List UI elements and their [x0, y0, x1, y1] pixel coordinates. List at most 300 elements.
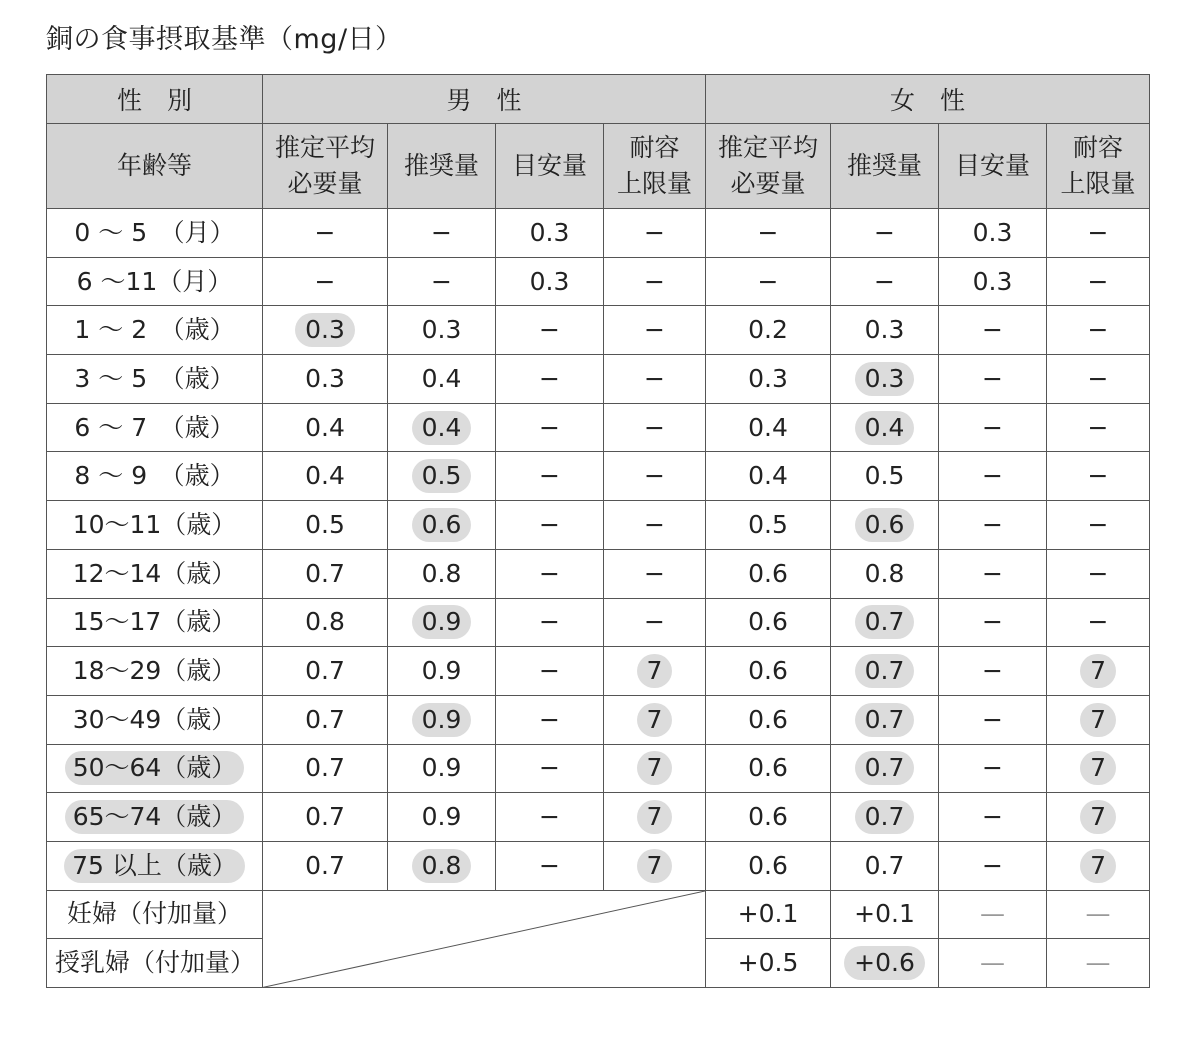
age-label: 授乳婦（付加量） [55, 948, 256, 978]
cell-value: 0.7 [864, 850, 905, 880]
female-ear-cell [706, 890, 831, 939]
table-row [47, 306, 1150, 355]
cell-value: − [644, 217, 665, 247]
sex-header: 性 別 [47, 75, 263, 124]
female-ul-header: 耐容 上限量 [1047, 124, 1150, 209]
male-ul-header: 耐容 上限量 [604, 124, 706, 209]
female-ear-cell [706, 452, 831, 501]
male-ear-cell [263, 744, 388, 793]
cell-value: 7 [637, 703, 673, 737]
male-ai-cell [496, 695, 604, 744]
table-row [47, 598, 1150, 647]
female-ai-cell [939, 890, 1047, 939]
age-cell [47, 403, 263, 452]
cell-value: − [982, 461, 1003, 491]
male-rda-cell [388, 744, 496, 793]
cell-value: − [982, 802, 1003, 832]
cell-value: − [644, 558, 665, 588]
age-label: 75 以上（歳） [64, 849, 245, 883]
male-ai-cell [496, 501, 604, 550]
cell-value: — [980, 899, 1006, 929]
female-ul-cell [1047, 841, 1150, 890]
cell-value: − [539, 412, 560, 442]
age-cell [47, 306, 263, 355]
cell-value: 0.6 [748, 607, 788, 637]
cell-value: − [1087, 412, 1109, 442]
cell-value: 0.6 [748, 802, 788, 832]
cell-value: − [539, 461, 560, 491]
cell-value: 0.3 [855, 362, 915, 396]
cell-value: 0.7 [305, 753, 345, 783]
female-ai-cell [939, 257, 1047, 306]
cell-value: 7 [1080, 654, 1116, 688]
male-ul-cell [604, 549, 706, 598]
cell-value: 0.6 [855, 508, 915, 542]
female-ul-cell [1047, 355, 1150, 404]
cell-value: 0.7 [305, 704, 345, 734]
header-row-columns [47, 124, 1150, 209]
female-ul-cell [1047, 890, 1150, 939]
cell-value: − [539, 753, 560, 783]
female-rda-cell [831, 890, 939, 939]
female-ai-cell [939, 598, 1047, 647]
cell-value: 0.7 [855, 751, 915, 785]
female-rda-cell [831, 549, 939, 598]
female-ear-cell [706, 501, 831, 550]
age-label: 10～11（歳） [72, 509, 237, 539]
male-ai-cell [496, 403, 604, 452]
cell-value: 0.7 [305, 850, 345, 880]
male-ul-cell [604, 695, 706, 744]
cell-value: − [644, 509, 665, 539]
female-ai-cell [939, 841, 1047, 890]
male-ai-cell [496, 355, 604, 404]
female-rda-cell [831, 501, 939, 550]
cell-value: − [539, 802, 560, 832]
cell-value: − [431, 217, 452, 247]
female-ai-cell [939, 355, 1047, 404]
table-row [47, 355, 1150, 404]
male-ai-cell [496, 257, 604, 306]
female-rda-cell [831, 403, 939, 452]
cell-value: − [644, 363, 665, 393]
age-label: 18～29（歳） [72, 656, 237, 686]
cell-value: − [982, 315, 1003, 345]
diagonal-empty-cell [263, 890, 706, 987]
cell-value: 0.3 [529, 266, 570, 296]
cell-value: 7 [637, 654, 673, 688]
cell-value: 0.6 [748, 558, 788, 588]
cell-value: — [980, 948, 1006, 978]
cell-value: 7 [1080, 800, 1116, 834]
cell-value: 0.5 [305, 509, 345, 539]
female-ai-cell [939, 209, 1047, 258]
cell-value: − [982, 363, 1003, 393]
male-ear-cell [263, 257, 388, 306]
table-row [47, 403, 1150, 452]
female-ear-cell [706, 793, 831, 842]
male-ear-cell [263, 306, 388, 355]
male-ai-cell [496, 841, 604, 890]
cell-value: 0.7 [305, 558, 345, 588]
male-ul-cell [604, 355, 706, 404]
table-row [47, 501, 1150, 550]
age-label: 妊婦（付加量） [66, 899, 242, 929]
male-ul-cell [604, 257, 706, 306]
female-ear-cell [706, 549, 831, 598]
cell-value: 0.7 [855, 703, 915, 737]
female-rda-cell [831, 939, 939, 988]
cell-value: − [1087, 607, 1109, 637]
female-ear-cell [706, 403, 831, 452]
cell-value: 0.4 [748, 461, 788, 491]
cell-value: 0.6 [412, 508, 472, 542]
age-label: 8 ～ 9 （歳） [74, 461, 235, 491]
age-label: 12～14（歳） [72, 558, 237, 588]
table-row [47, 257, 1150, 306]
diagonal-line [263, 891, 705, 987]
male-ai-header: 目安量 [496, 124, 604, 209]
male-rda-cell [388, 501, 496, 550]
cell-value: − [431, 266, 452, 296]
cell-value: − [757, 266, 779, 296]
table-row [47, 695, 1150, 744]
cell-value: 0.7 [305, 656, 345, 686]
cell-value: 0.5 [748, 509, 788, 539]
male-ear-cell [263, 695, 388, 744]
male-ul-cell [604, 501, 706, 550]
male-ai-cell [496, 647, 604, 696]
cell-value: 7 [1080, 703, 1116, 737]
cell-value: − [982, 656, 1003, 686]
cell-value: — [1085, 899, 1111, 929]
female-rda-cell [831, 452, 939, 501]
male-ul-cell [604, 403, 706, 452]
header-row-sex [47, 75, 1150, 124]
table-row [47, 841, 1150, 890]
male-ai-cell [496, 793, 604, 842]
cell-value: +0.1 [737, 899, 799, 929]
female-ul-cell [1047, 452, 1150, 501]
male-ear-cell [263, 355, 388, 404]
male-ai-cell [496, 452, 604, 501]
female-rda-cell [831, 647, 939, 696]
cell-value: 0.4 [421, 363, 462, 393]
cell-value: 0.8 [305, 607, 345, 637]
male-ear-cell [263, 549, 388, 598]
female-ul-cell [1047, 501, 1150, 550]
male-rda-cell [388, 695, 496, 744]
age-cell [47, 841, 263, 890]
female-rda-header: 推奨量 [831, 124, 939, 209]
female-ear-cell [706, 841, 831, 890]
male-ul-cell [604, 744, 706, 793]
cell-value: — [1085, 948, 1111, 978]
age-label: 30～49（歳） [72, 704, 237, 734]
female-ear-cell [706, 209, 831, 258]
age-label: 65～74（歳） [65, 800, 245, 834]
male-ear-cell [263, 403, 388, 452]
cell-value: − [874, 217, 895, 247]
table-row [47, 549, 1150, 598]
female-ai-cell [939, 695, 1047, 744]
page-title: 銅の食事摂取基準（mg/日） [46, 24, 403, 55]
male-header: 男 性 [263, 75, 706, 124]
cell-value: 7 [1080, 751, 1116, 785]
age-label: 0 ～ 5 （月） [74, 217, 235, 247]
cell-value: − [982, 558, 1003, 588]
male-rda-cell [388, 793, 496, 842]
female-ul-cell [1047, 647, 1150, 696]
cell-value: 0.9 [421, 802, 462, 832]
female-ear-cell [706, 744, 831, 793]
table-row [47, 209, 1150, 258]
cell-value: 0.5 [412, 459, 472, 493]
cell-value: 0.8 [412, 849, 472, 883]
female-ear-header: 推定平均 必要量 [706, 124, 831, 209]
table-row [47, 647, 1150, 696]
male-rda-cell [388, 257, 496, 306]
female-ai-header: 目安量 [939, 124, 1047, 209]
age-label: 6 ～ 7 （歳） [74, 412, 235, 442]
cell-value: − [982, 412, 1003, 442]
age-label: 15～17（歳） [72, 607, 237, 637]
cell-value: − [539, 607, 560, 637]
cell-value: 0.7 [855, 605, 915, 639]
cell-value: − [539, 704, 560, 734]
cell-value: 0.8 [864, 558, 905, 588]
female-rda-cell [831, 793, 939, 842]
female-ai-cell [939, 793, 1047, 842]
cell-value: 0.6 [748, 656, 788, 686]
cell-value: 0.3 [864, 315, 905, 345]
male-ul-cell [604, 209, 706, 258]
female-rda-cell [831, 598, 939, 647]
female-ear-cell [706, 355, 831, 404]
cell-value: − [644, 461, 665, 491]
cell-value: +0.5 [737, 948, 799, 978]
cell-value: 0.4 [412, 411, 472, 445]
female-ai-cell [939, 744, 1047, 793]
cell-value: − [539, 363, 560, 393]
female-ai-cell [939, 939, 1047, 988]
cell-value: − [1087, 509, 1109, 539]
male-ul-cell [604, 647, 706, 696]
male-rda-cell [388, 598, 496, 647]
cell-value: − [1087, 461, 1109, 491]
male-ul-cell [604, 306, 706, 355]
cell-value: 0.2 [748, 315, 788, 345]
age-label: 6 ～11（月） [76, 266, 233, 296]
male-ai-cell [496, 306, 604, 355]
cell-value: − [644, 412, 665, 442]
male-ear-header: 推定平均 必要量 [263, 124, 388, 209]
male-rda-header: 推奨量 [388, 124, 496, 209]
female-ul-cell [1047, 306, 1150, 355]
cell-value: − [644, 315, 665, 345]
table-row [47, 793, 1150, 842]
female-ai-cell [939, 403, 1047, 452]
age-cell [47, 257, 263, 306]
age-cell [47, 452, 263, 501]
male-ai-cell [496, 549, 604, 598]
cell-value: 0.9 [412, 703, 472, 737]
male-ear-cell [263, 841, 388, 890]
cell-value: 0.3 [295, 313, 355, 347]
cell-value: 7 [637, 849, 673, 883]
male-rda-cell [388, 209, 496, 258]
cell-value: − [644, 266, 665, 296]
male-rda-cell [388, 549, 496, 598]
male-rda-cell [388, 647, 496, 696]
cell-value: 0.6 [748, 850, 788, 880]
age-cell [47, 793, 263, 842]
age-cell [47, 501, 263, 550]
table-row [47, 890, 1150, 939]
male-ul-cell [604, 793, 706, 842]
female-rda-cell [831, 257, 939, 306]
male-rda-cell [388, 403, 496, 452]
cell-value: 7 [637, 751, 673, 785]
table-body [47, 209, 1150, 988]
cell-value: 0.6 [748, 704, 788, 734]
female-ear-cell [706, 598, 831, 647]
female-ul-cell [1047, 793, 1150, 842]
cell-value: − [539, 509, 560, 539]
female-ear-cell [706, 939, 831, 988]
cell-value: 0.6 [748, 753, 788, 783]
cell-value: − [644, 607, 665, 637]
table-row [47, 744, 1150, 793]
cell-value: − [874, 266, 895, 296]
cell-value: 0.9 [412, 605, 472, 639]
cell-value: − [314, 266, 336, 296]
cell-value: 0.7 [305, 802, 345, 832]
cell-value: − [982, 607, 1003, 637]
cell-value: − [539, 656, 560, 686]
male-ai-cell [496, 209, 604, 258]
cell-value: − [1087, 217, 1109, 247]
cell-value: − [539, 558, 560, 588]
male-ear-cell [263, 647, 388, 696]
cell-value: − [1087, 363, 1109, 393]
female-rda-cell [831, 209, 939, 258]
female-ai-cell [939, 647, 1047, 696]
female-rda-cell [831, 306, 939, 355]
female-ai-cell [939, 501, 1047, 550]
female-ul-cell [1047, 257, 1150, 306]
male-ul-cell [604, 452, 706, 501]
cell-value: 0.4 [855, 411, 915, 445]
copper-intake-table [46, 74, 1150, 988]
cell-value: − [982, 753, 1003, 783]
male-ai-cell [496, 744, 604, 793]
cell-value: +0.6 [844, 946, 925, 980]
cell-value: − [982, 704, 1003, 734]
cell-value: 0.3 [421, 315, 462, 345]
age-cell [47, 549, 263, 598]
cell-value: 0.4 [748, 412, 788, 442]
male-ear-cell [263, 501, 388, 550]
cell-value: 0.3 [972, 266, 1013, 296]
age-cell [47, 744, 263, 793]
cell-value: 0.3 [972, 217, 1013, 247]
age-cell [47, 939, 263, 988]
cell-value: 0.3 [305, 363, 345, 393]
cell-value: 7 [1080, 849, 1116, 883]
male-rda-cell [388, 841, 496, 890]
cell-value: − [982, 509, 1003, 539]
cell-value: − [1087, 315, 1109, 345]
female-ul-cell [1047, 549, 1150, 598]
female-header: 女 性 [706, 75, 1150, 124]
female-ai-cell [939, 306, 1047, 355]
male-ear-cell [263, 598, 388, 647]
age-header: 年齢等 [47, 124, 263, 209]
cell-value: − [539, 315, 560, 345]
cell-value: +0.1 [854, 899, 915, 929]
cell-value: 0.9 [421, 753, 462, 783]
age-cell [47, 890, 263, 939]
cell-value: 0.3 [529, 217, 570, 247]
cell-value: 0.3 [748, 363, 788, 393]
male-ear-cell [263, 452, 388, 501]
female-ul-cell [1047, 403, 1150, 452]
cell-value: − [1087, 266, 1109, 296]
male-rda-cell [388, 452, 496, 501]
female-ear-cell [706, 647, 831, 696]
female-rda-cell [831, 744, 939, 793]
cell-value: 0.9 [421, 656, 462, 686]
female-ai-cell [939, 452, 1047, 501]
cell-value: − [539, 850, 560, 880]
female-ear-cell [706, 695, 831, 744]
age-cell [47, 355, 263, 404]
female-ul-cell [1047, 598, 1150, 647]
age-label: 50～64（歳） [65, 751, 245, 785]
male-rda-cell [388, 306, 496, 355]
age-cell [47, 598, 263, 647]
male-ul-cell [604, 598, 706, 647]
female-ai-cell [939, 549, 1047, 598]
age-cell [47, 647, 263, 696]
cell-value: 0.4 [305, 412, 345, 442]
male-ai-cell [496, 598, 604, 647]
age-label: 3 ～ 5 （歳） [74, 363, 235, 393]
cell-value: − [757, 217, 779, 247]
male-ear-cell [263, 209, 388, 258]
age-cell [47, 695, 263, 744]
female-ul-cell [1047, 695, 1150, 744]
cell-value: 0.7 [855, 800, 915, 834]
table-row [47, 452, 1150, 501]
cell-value: 0.8 [421, 558, 462, 588]
female-rda-cell [831, 355, 939, 404]
age-label: 1 ～ 2 （歳） [74, 315, 235, 345]
cell-value: 0.4 [305, 461, 345, 491]
cell-value: 0.5 [864, 461, 905, 491]
female-rda-cell [831, 841, 939, 890]
male-ear-cell [263, 793, 388, 842]
male-ul-cell [604, 841, 706, 890]
cell-value: − [1087, 558, 1109, 588]
female-ul-cell [1047, 939, 1150, 988]
cell-value: 7 [637, 800, 673, 834]
cell-value: 0.7 [855, 654, 915, 688]
male-rda-cell [388, 355, 496, 404]
female-ear-cell [706, 257, 831, 306]
cell-value: − [314, 217, 336, 247]
